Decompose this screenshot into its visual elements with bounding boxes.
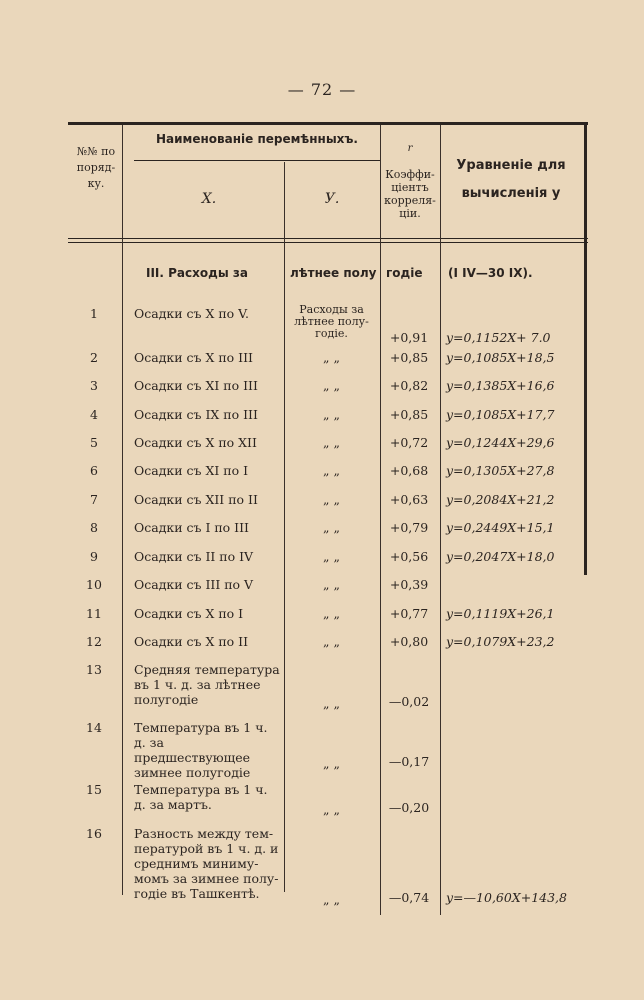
section-period: (I IV—30 IX). <box>448 266 533 280</box>
section-label-3: годіе <box>386 266 423 280</box>
row-x: Осадки съ X по III <box>134 350 253 365</box>
header-names: Наименованіе перемѣнныхъ. <box>156 132 358 146</box>
row-equation: y=0,1385X+16,6 <box>446 378 555 393</box>
row-r: —0,17 <box>388 754 430 769</box>
row-equation: y=0,1119X+26,1 <box>446 606 555 621</box>
row-y: „ „ <box>323 696 340 711</box>
row-x: Осадки съ XII по II <box>134 492 258 507</box>
row-y: „ „ <box>323 407 340 422</box>
row-y: Расходы за лѣтнее полу-годіе. <box>294 303 369 340</box>
names-sub-rule <box>134 160 380 161</box>
row-r: +0,68 <box>389 463 429 478</box>
row-number: 14 <box>86 720 102 735</box>
row-equation: y=0,1085X+18,5 <box>446 350 555 365</box>
row-r: +0,91 <box>389 330 429 345</box>
row-y: „ „ <box>323 892 340 907</box>
row-x: Осадки съ X по I <box>134 606 244 621</box>
row-number: 1 <box>90 306 98 321</box>
row-r: +0,63 <box>389 492 429 507</box>
row-y: „ „ <box>323 435 340 450</box>
row-number: 16 <box>86 826 102 841</box>
table-row <box>68 304 588 348</box>
section-label: III. Расходы за <box>146 266 248 280</box>
table-row <box>68 720 588 780</box>
row-equation: y=—10,60X+143,8 <box>446 890 567 905</box>
row-y: „ „ <box>323 520 340 535</box>
row-number: 5 <box>90 435 98 450</box>
row-x: Средняя температура въ 1 ч. д. за лѣтнее полугодіе <box>134 662 280 707</box>
row-equation: y=0,1079X+23,2 <box>446 634 555 649</box>
row-y: „ „ <box>323 606 340 621</box>
row-x: Осадки съ XI по I <box>134 463 249 478</box>
header-equation: Уравненіе для вычисленія y <box>456 158 566 201</box>
row-r: +0,79 <box>389 520 429 535</box>
col-divider-1 <box>122 125 123 895</box>
row-y: „ „ <box>323 378 340 393</box>
header-bottom-rule-2 <box>68 242 588 243</box>
table-row <box>68 662 588 710</box>
row-r: +0,72 <box>389 435 429 450</box>
row-equation: y=0,1085X+17,7 <box>446 407 555 422</box>
section-label-2: лѣтнее полу <box>290 266 377 280</box>
row-equation: y=0,2449X+15,1 <box>446 520 555 535</box>
row-x: Температура въ 1 ч. д. за предшествующее зимнее полугодіе <box>134 720 268 780</box>
row-number: 9 <box>90 549 98 564</box>
row-y: „ „ <box>323 492 340 507</box>
row-x: Разность между тем-пературой въ 1 ч. д. и среднимъ миниму-момъ за зимнее полу-годіе въ Ташкентѣ. <box>134 826 279 901</box>
row-equation: y=0,2047X+18,0 <box>446 549 555 564</box>
row-y: „ „ <box>323 463 340 478</box>
row-y: „ „ <box>323 350 340 365</box>
row-x: Осадки съ X по V. <box>134 306 249 321</box>
row-x: Температура въ 1 ч. д. за мартъ. <box>134 782 268 812</box>
row-r: —0,20 <box>388 800 430 815</box>
row-number: 15 <box>86 782 102 797</box>
row-equation: y=0,1152X+ 7.0 <box>446 330 551 345</box>
row-r: +0,85 <box>389 350 429 365</box>
row-equation: y=0,1305X+27,8 <box>446 463 555 478</box>
row-r: +0,39 <box>389 577 429 592</box>
row-number: 6 <box>90 463 98 478</box>
header-x: X. <box>201 191 217 207</box>
header-num: №№ по поряд-ку. <box>76 145 116 190</box>
row-y: „ „ <box>323 577 340 592</box>
row-x: Осадки съ II по IV <box>134 549 254 564</box>
row-number: 3 <box>90 378 98 393</box>
row-r: +0,80 <box>389 634 429 649</box>
row-x: Осадки съ XI по III <box>134 378 258 393</box>
table-row <box>68 782 588 816</box>
row-y: „ „ <box>323 756 340 771</box>
row-number: 12 <box>86 634 102 649</box>
row-number: 10 <box>86 577 102 592</box>
header-r: Коэффи-ціентъ корреля-ціи. <box>384 168 436 220</box>
correlation-table <box>68 122 588 917</box>
page-number: — 72 — <box>287 80 357 99</box>
row-r: +0,85 <box>389 407 429 422</box>
row-y: „ „ <box>323 802 340 817</box>
row-y: „ „ <box>323 634 340 649</box>
table-row <box>68 826 588 906</box>
row-number: 2 <box>90 350 98 365</box>
row-x: Осадки съ IX по III <box>134 407 258 422</box>
header-r-symbol: r <box>407 143 413 154</box>
row-number: 13 <box>86 662 102 677</box>
header-bottom-rule <box>68 238 588 239</box>
row-equation: y=0,2084X+21,2 <box>446 492 555 507</box>
row-number: 7 <box>90 492 98 507</box>
row-y: „ „ <box>323 549 340 564</box>
table-top-rule <box>68 122 588 125</box>
row-number: 8 <box>90 520 98 535</box>
row-x: Осадки съ X по II <box>134 634 249 649</box>
row-r: —0,74 <box>388 890 430 905</box>
row-r: +0,77 <box>389 606 429 621</box>
row-x: Осадки съ I по III <box>134 520 249 535</box>
row-number: 11 <box>86 606 102 621</box>
header-y: У. <box>324 191 340 207</box>
row-x: Осадки съ III по V <box>134 577 254 592</box>
row-r: +0,56 <box>389 549 429 564</box>
row-x: Осадки съ X по XII <box>134 435 257 450</box>
row-number: 4 <box>90 407 98 422</box>
row-r: +0,82 <box>389 378 429 393</box>
row-r: —0,02 <box>388 694 430 709</box>
row-equation: y=0,1244X+29,6 <box>446 435 555 450</box>
